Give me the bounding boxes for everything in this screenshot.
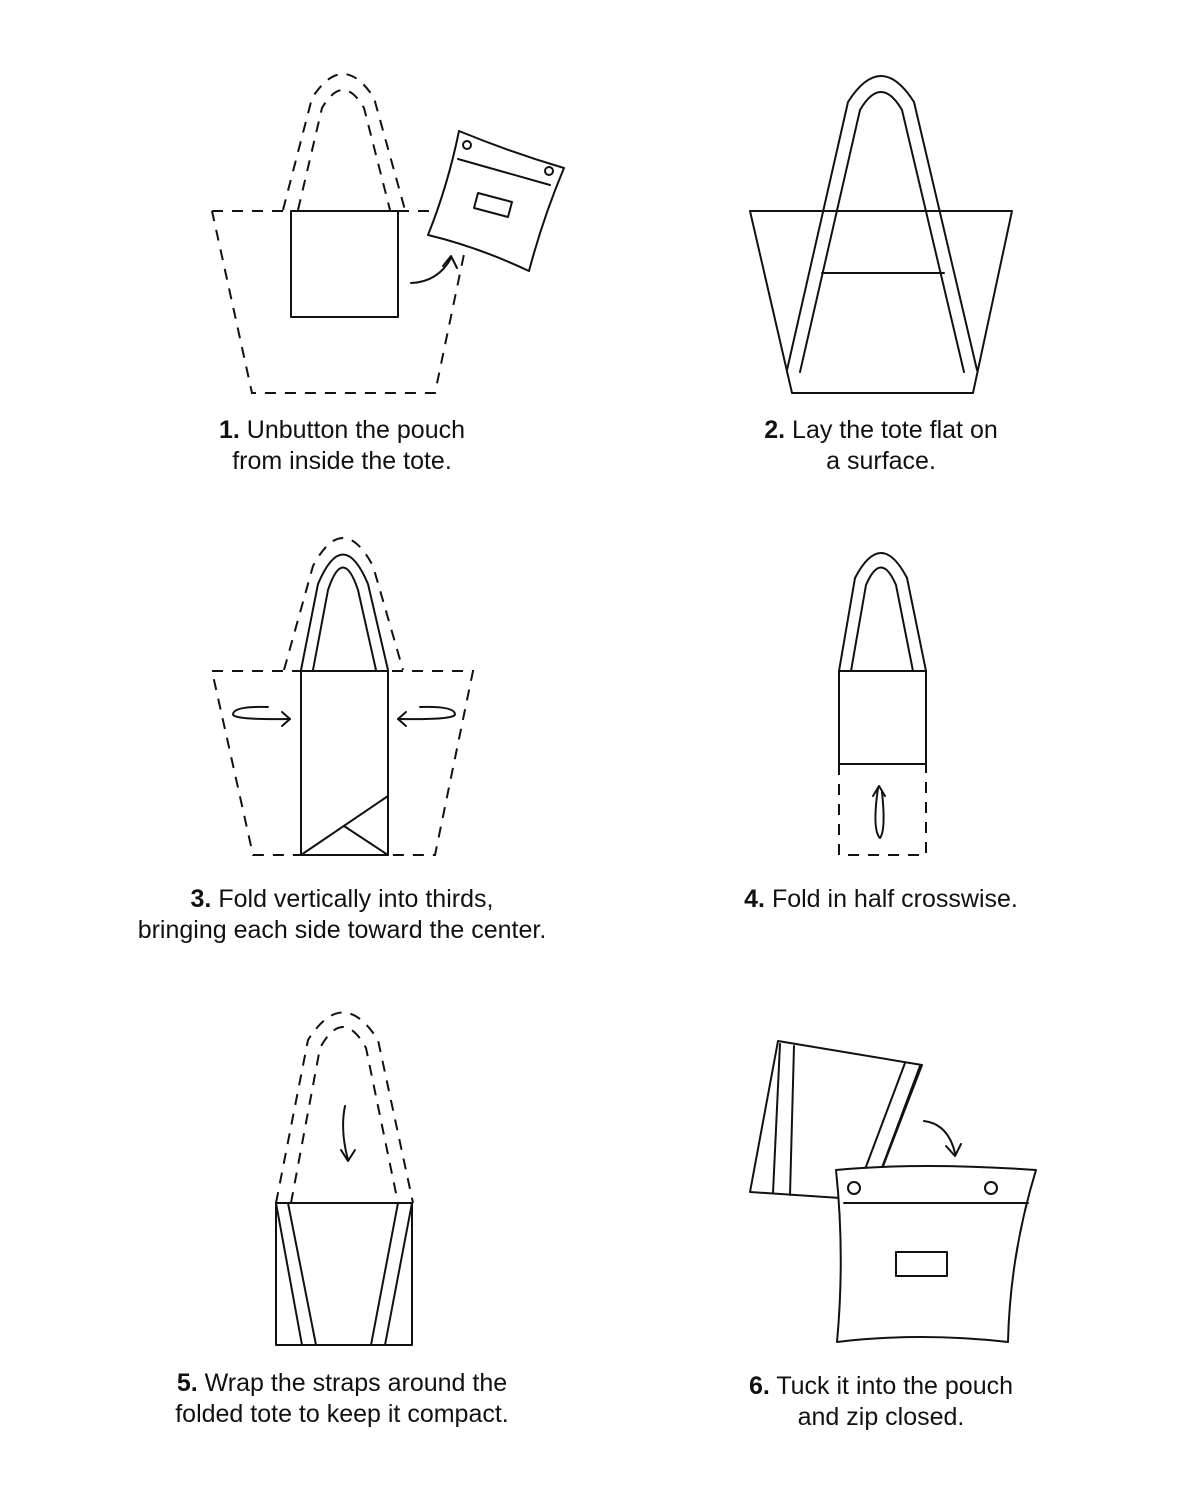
- strap-inner: [851, 568, 913, 672]
- strap-outer: [301, 555, 388, 671]
- caption-line-1: Lay the tote flat on: [792, 416, 998, 444]
- strap-outer: [787, 76, 977, 370]
- step-2-caption: [621, 415, 1141, 477]
- step-6-caption: [621, 1371, 1141, 1433]
- caption-line-2: a surface.: [826, 447, 936, 475]
- step-3-caption: [82, 884, 602, 946]
- arrow-head-icon: [341, 1150, 355, 1161]
- arrow-into-pouch: [924, 1121, 955, 1153]
- folded-corner: [301, 796, 388, 855]
- step-4-caption: [621, 884, 1141, 915]
- caption-line-1: Tuck it into the pouch: [776, 1372, 1014, 1400]
- step-1-caption: [82, 415, 602, 477]
- caption-line-2: and zip closed.: [797, 1403, 965, 1431]
- strap-outer-dashed: [283, 74, 405, 210]
- arrow-left-fold: [233, 707, 290, 719]
- step-number: 5.: [176, 1369, 198, 1397]
- caption-line-2: folded tote to keep it compact.: [175, 1400, 509, 1428]
- step-4-illustration: [839, 553, 926, 855]
- pouch-shape: [428, 131, 564, 271]
- step-number: 2.: [764, 416, 786, 444]
- tote-body: [750, 211, 1012, 393]
- step-1-illustration: [212, 74, 564, 393]
- arrow-right-fold: [398, 707, 455, 719]
- caption-line-1: Fold vertically into thirds,: [218, 885, 494, 913]
- step-number: 1.: [218, 416, 240, 444]
- arrow-to-pouch: [411, 258, 451, 283]
- tote-outline-dashed: [212, 211, 473, 393]
- caption-line-2: bringing each side toward the center.: [137, 916, 547, 944]
- step-5-caption: [82, 1368, 602, 1430]
- arrow-fold-up: [875, 788, 883, 838]
- folded-top-half: [839, 671, 926, 764]
- step-number: 4.: [744, 885, 765, 913]
- folded-tote: [276, 1203, 412, 1345]
- caption-line-1: Wrap the straps around the: [204, 1369, 508, 1397]
- step-number: 6.: [748, 1372, 770, 1400]
- strap-outer-dashed: [284, 538, 403, 670]
- caption-line-1: Fold in half crosswise.: [771, 885, 1018, 913]
- arrow-down: [343, 1106, 348, 1160]
- strap-wrap-left: [276, 1203, 316, 1345]
- strap-outer: [839, 553, 926, 671]
- arrow-head-icon: [873, 786, 885, 796]
- caption-line-1: Unbutton the pouch: [246, 416, 466, 444]
- step-number: 3.: [190, 885, 212, 913]
- inner-pocket: [291, 211, 398, 317]
- strap-wrap-right: [371, 1203, 412, 1345]
- step-5-illustration: [276, 1013, 413, 1346]
- strap-inner: [800, 92, 964, 372]
- step-2-illustration: [750, 76, 1012, 393]
- step-6-illustration: [750, 1041, 1036, 1342]
- caption-line-2: from inside the tote.: [232, 447, 452, 475]
- step-3-illustration: [212, 538, 473, 855]
- pouch-body: [836, 1166, 1036, 1342]
